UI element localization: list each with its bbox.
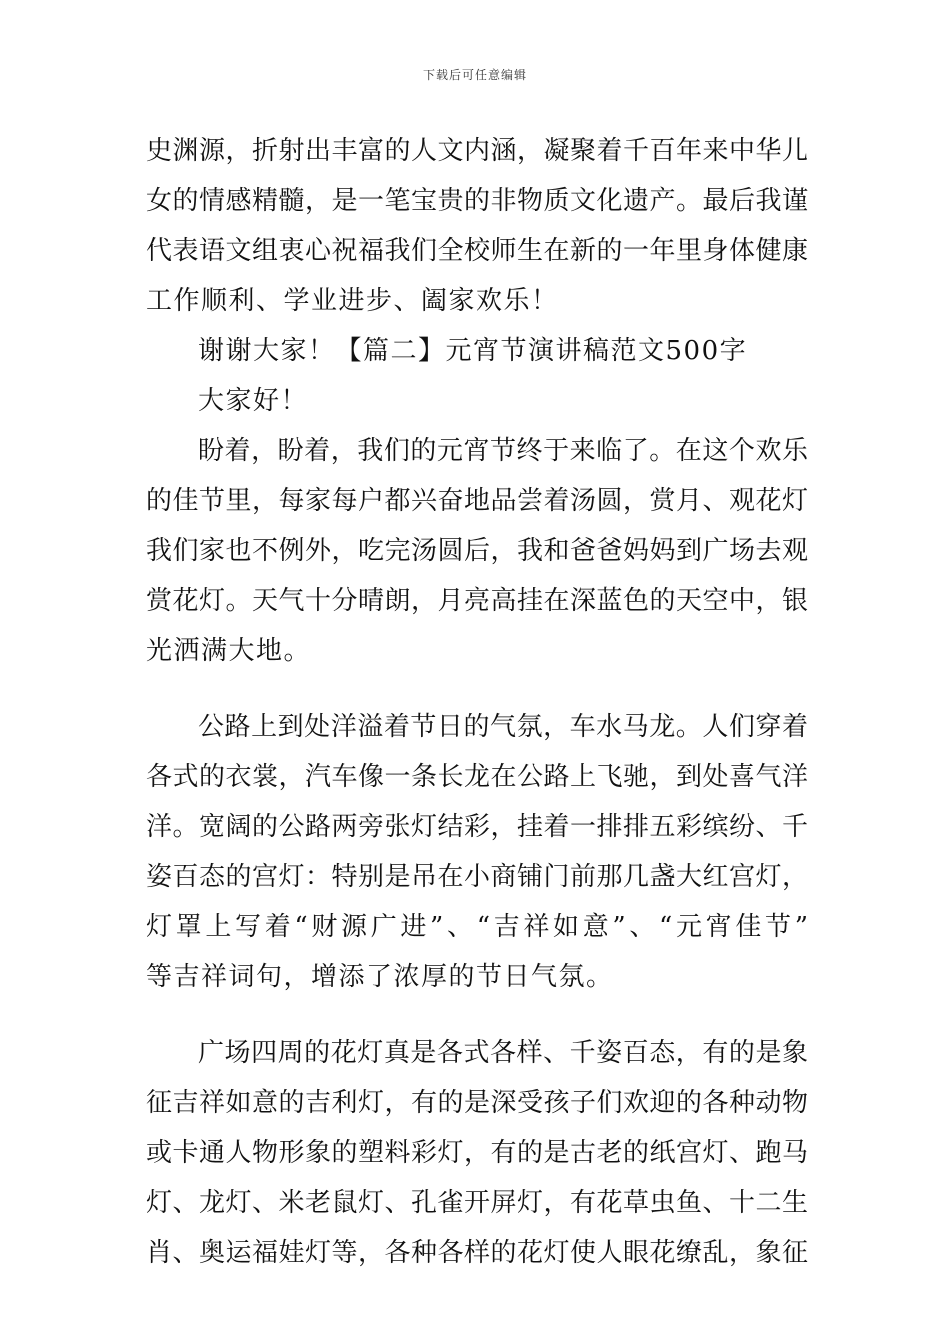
text-line: 或卡通人物形象的塑料彩灯，有的是古老的纸宫灯、跑马 xyxy=(146,1138,808,1168)
text-line: 赏花灯。天气十分晴朗，月亮高挂在深蓝色的天空中，银 xyxy=(146,586,808,616)
text-line: 盼着，盼着，我们的元宵节终于来临了。在这个欢乐 xyxy=(198,436,808,466)
text-line: 各式的衣裳，汽车像一条长龙在公路上飞驰，到处喜气洋 xyxy=(146,762,808,792)
text-line: 广场四周的花灯真是各式各样、千姿百态，有的是象 xyxy=(198,1038,808,1068)
text-line: 洋。宽阔的公路两旁张灯结彩，挂着一排排五彩缤纷、千 xyxy=(146,812,808,842)
document-body xyxy=(146,126,808,1278)
text-line: 征吉祥如意的吉利灯，有的是深受孩子们欢迎的各种动物 xyxy=(146,1088,808,1118)
text-line: 女的情感精髓，是一笔宝贵的非物质文化遗产。最后我谨 xyxy=(146,186,808,216)
text-line: 姿百态的宫灯：特别是吊在小商铺门前那几盏大红宫灯， xyxy=(146,862,808,892)
text-line: 史渊源，折射出丰富的人文内涵，凝聚着千百年来中华儿 xyxy=(146,136,808,166)
text-line: 公路上到处洋溢着节日的气氛，车水马龙。人们穿着 xyxy=(198,712,808,742)
text-line: 光洒满大地。 xyxy=(146,636,312,666)
text-line: 的佳节里，每家每户都兴奋地品尝着汤圆，赏月、观花灯 xyxy=(146,486,808,516)
text-line: 谢谢大家！【篇二】元宵节演讲稿范文500字 xyxy=(198,336,748,366)
text-line: 大家好！ xyxy=(198,386,309,416)
text-line: 代表语文组衷心祝福我们全校师生在新的一年里身体健康 xyxy=(146,236,808,266)
text-line: 我们家也不例外，吃完汤圆后，我和爸爸妈妈到广场去观 xyxy=(146,536,808,566)
text-line: 工作顺利、学业进步、阖家欢乐！ xyxy=(146,286,559,316)
page-header-note: 下载后可任意编辑 xyxy=(422,68,527,82)
text-line: 灯、龙灯、米老鼠灯、孔雀开屏灯，有花草虫鱼、十二生 xyxy=(146,1188,808,1218)
text-line: 等吉祥词句，增添了浓厚的节日气氛。 xyxy=(146,962,614,992)
text-line: 灯罩上写着“财源广进”、“吉祥如意”、“元宵佳节” xyxy=(146,912,808,942)
text-line: 肖、奥运福娃灯等，各种各样的花灯使人眼花缭乱，象征 xyxy=(146,1238,808,1268)
